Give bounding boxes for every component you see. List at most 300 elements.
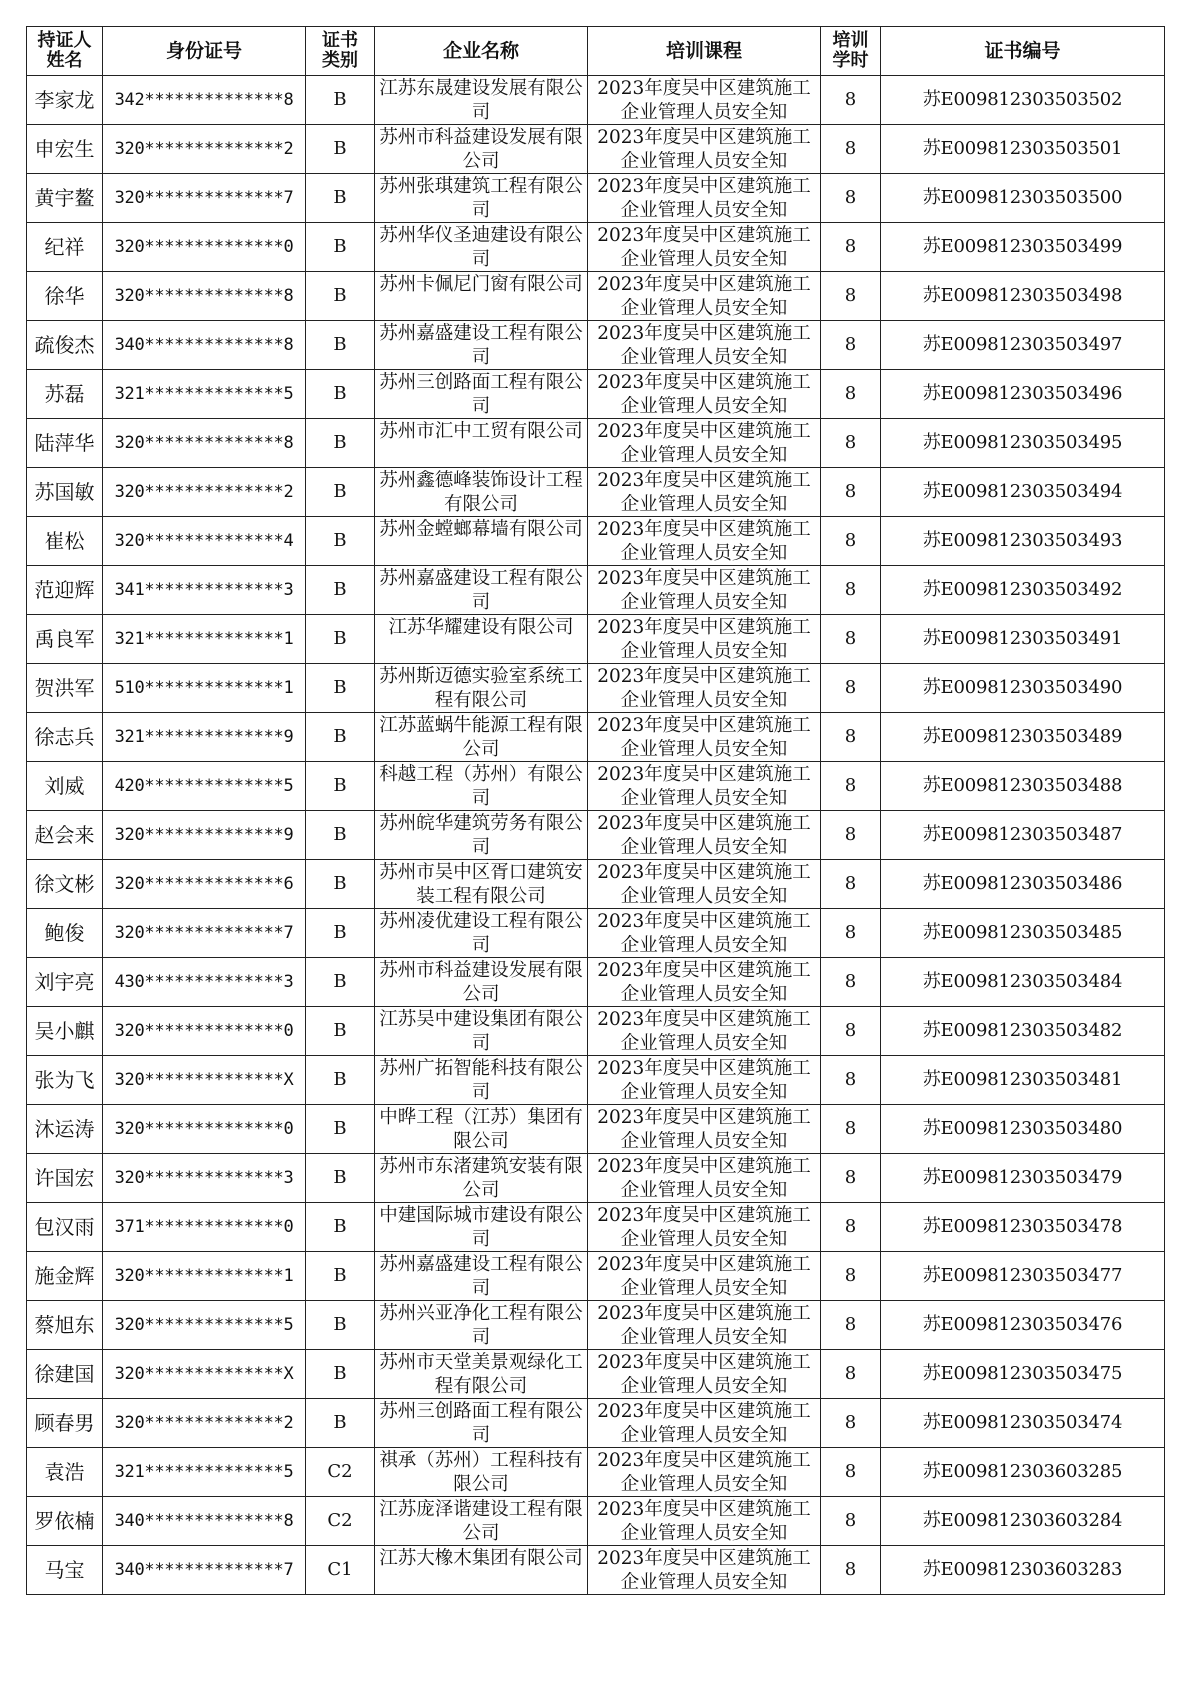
hours-cell: 8 xyxy=(821,1056,881,1105)
cert-number-cell: 苏E009812303503502 xyxy=(881,76,1165,125)
company-cell xyxy=(375,419,588,468)
holder-name-cell: 陆萍华 xyxy=(27,419,103,468)
course-cell xyxy=(588,860,821,909)
holder-name-cell: 苏磊 xyxy=(27,370,103,419)
hours-cell: 8 xyxy=(821,615,881,664)
cert-type-cell: B xyxy=(306,1105,375,1154)
id-number-cell: 510**************1 xyxy=(103,664,306,713)
header-course: 培训课程 xyxy=(588,27,821,76)
company-cell xyxy=(375,1252,588,1301)
cert-type-cell: B xyxy=(306,1154,375,1203)
cert-number-cell: 苏E009812303503496 xyxy=(881,370,1165,419)
company-cell xyxy=(375,958,588,1007)
course-cell-text: 2023年度吴中区建筑施工企业管理人员安全知 xyxy=(597,225,811,270)
holder-name-cell: 顾春男 xyxy=(27,1399,103,1448)
id-number-cell: 320**************7 xyxy=(103,909,306,958)
table-row xyxy=(27,321,1165,370)
company-cell xyxy=(375,909,588,958)
course-cell-text: 2023年度吴中区建筑施工企业管理人员安全知 xyxy=(597,372,811,417)
course-cell xyxy=(588,1350,821,1399)
course-cell-text: 2023年度吴中区建筑施工企业管理人员安全知 xyxy=(597,323,811,368)
cert-type-cell: B xyxy=(306,811,375,860)
holder-name-cell: 刘威 xyxy=(27,762,103,811)
company-cell-text: 苏州市天堂美景观绿化工程有限公司 xyxy=(379,1352,583,1397)
cert-type-cell: B xyxy=(306,125,375,174)
company-cell-text: 江苏华耀建设有限公司 xyxy=(388,617,574,638)
course-cell xyxy=(588,1448,821,1497)
course-cell-text: 2023年度吴中区建筑施工企业管理人员安全知 xyxy=(597,470,811,515)
course-cell xyxy=(588,909,821,958)
certificate-table xyxy=(26,26,1165,1595)
hours-cell: 8 xyxy=(821,223,881,272)
course-cell xyxy=(588,615,821,664)
hours-cell: 8 xyxy=(821,1301,881,1350)
table-row xyxy=(27,860,1165,909)
course-cell xyxy=(588,76,821,125)
course-cell-text: 2023年度吴中区建筑施工企业管理人员安全知 xyxy=(597,176,811,221)
cert-type-cell: B xyxy=(306,762,375,811)
course-cell xyxy=(588,174,821,223)
course-cell xyxy=(588,1399,821,1448)
header-hours: 培训 学时 xyxy=(821,27,881,76)
id-number-cell: 320**************7 xyxy=(103,174,306,223)
course-cell xyxy=(588,468,821,517)
course-cell xyxy=(588,664,821,713)
company-cell-text: 苏州市东渚建筑安装有限公司 xyxy=(379,1156,583,1201)
header-company: 企业名称 xyxy=(375,27,588,76)
id-number-cell: 371**************0 xyxy=(103,1203,306,1252)
course-cell xyxy=(588,370,821,419)
cert-type-cell: C1 xyxy=(306,1546,375,1595)
holder-name-cell: 范迎辉 xyxy=(27,566,103,615)
course-cell xyxy=(588,1105,821,1154)
company-cell-text: 苏州斯迈德实验室系统工程有限公司 xyxy=(379,666,583,711)
id-number-cell: 320**************8 xyxy=(103,419,306,468)
holder-name-cell: 徐建国 xyxy=(27,1350,103,1399)
course-cell xyxy=(588,272,821,321)
company-cell xyxy=(375,1203,588,1252)
course-cell-text: 2023年度吴中区建筑施工企业管理人员安全知 xyxy=(597,1499,811,1544)
course-cell xyxy=(588,811,821,860)
cert-type-cell: B xyxy=(306,909,375,958)
cert-type-cell: B xyxy=(306,713,375,762)
hours-cell: 8 xyxy=(821,860,881,909)
course-cell xyxy=(588,1301,821,1350)
id-number-cell: 321**************1 xyxy=(103,615,306,664)
company-cell xyxy=(375,272,588,321)
id-number-cell: 320**************0 xyxy=(103,1105,306,1154)
company-cell xyxy=(375,223,588,272)
company-cell xyxy=(375,1448,588,1497)
company-cell xyxy=(375,1399,588,1448)
company-cell-text: 科越工程（苏州）有限公司 xyxy=(379,764,583,809)
course-cell xyxy=(588,566,821,615)
company-cell-text: 苏州市吴中区胥口建筑安装工程有限公司 xyxy=(379,862,583,907)
company-cell xyxy=(375,1154,588,1203)
table-row xyxy=(27,272,1165,321)
course-cell-text: 2023年度吴中区建筑施工企业管理人员安全知 xyxy=(597,274,811,319)
cert-type-cell: B xyxy=(306,566,375,615)
cert-number-cell: 苏E009812303503499 xyxy=(881,223,1165,272)
table-row xyxy=(27,1546,1165,1595)
id-number-cell: 340**************8 xyxy=(103,321,306,370)
holder-name-cell: 崔松 xyxy=(27,517,103,566)
cert-type-cell: B xyxy=(306,517,375,566)
holder-name-cell: 张为飞 xyxy=(27,1056,103,1105)
table-row xyxy=(27,1252,1165,1301)
company-cell xyxy=(375,762,588,811)
company-cell xyxy=(375,517,588,566)
hours-cell: 8 xyxy=(821,1154,881,1203)
course-cell xyxy=(588,762,821,811)
course-cell xyxy=(588,125,821,174)
company-cell xyxy=(375,321,588,370)
course-cell-text: 2023年度吴中区建筑施工企业管理人员安全知 xyxy=(597,1450,811,1495)
holder-name-cell: 徐志兵 xyxy=(27,713,103,762)
table-row xyxy=(27,958,1165,1007)
company-cell-text: 江苏大橡木集团有限公司 xyxy=(379,1548,583,1569)
cert-type-cell: B xyxy=(306,1399,375,1448)
id-number-cell: 320**************2 xyxy=(103,125,306,174)
course-cell-text: 2023年度吴中区建筑施工企业管理人员安全知 xyxy=(597,568,811,613)
company-cell xyxy=(375,664,588,713)
course-cell-text: 2023年度吴中区建筑施工企业管理人员安全知 xyxy=(597,617,811,662)
table-row xyxy=(27,909,1165,958)
company-cell-text: 中建国际城市建设有限公司 xyxy=(379,1205,583,1250)
company-cell-text: 中晔工程（江苏）集团有限公司 xyxy=(379,1107,583,1152)
company-cell xyxy=(375,468,588,517)
course-cell-text: 2023年度吴中区建筑施工企业管理人员安全知 xyxy=(597,1107,811,1152)
course-cell-text: 2023年度吴中区建筑施工企业管理人员安全知 xyxy=(597,1303,811,1348)
holder-name-cell: 许国宏 xyxy=(27,1154,103,1203)
company-cell-text: 江苏蓝蜗牛能源工程有限公司 xyxy=(379,715,583,760)
company-cell-text: 苏州皖华建筑劳务有限公司 xyxy=(379,813,583,858)
hours-cell: 8 xyxy=(821,958,881,1007)
id-number-cell: 420**************5 xyxy=(103,762,306,811)
id-number-cell: 320**************0 xyxy=(103,223,306,272)
id-number-cell: 320**************1 xyxy=(103,1252,306,1301)
hours-cell: 8 xyxy=(821,1252,881,1301)
table-row xyxy=(27,566,1165,615)
table-row xyxy=(27,1399,1165,1448)
course-cell-text: 2023年度吴中区建筑施工企业管理人员安全知 xyxy=(597,715,811,760)
header-id-number: 身份证号 xyxy=(103,27,306,76)
company-cell xyxy=(375,1056,588,1105)
cert-type-cell: C2 xyxy=(306,1448,375,1497)
table-row xyxy=(27,811,1165,860)
hours-cell: 8 xyxy=(821,1203,881,1252)
holder-name-cell: 蔡旭东 xyxy=(27,1301,103,1350)
company-cell xyxy=(375,370,588,419)
holder-name-cell: 疏俊杰 xyxy=(27,321,103,370)
company-cell xyxy=(375,1546,588,1595)
course-cell-text: 2023年度吴中区建筑施工企业管理人员安全知 xyxy=(597,1548,811,1593)
cert-number-cell: 苏E009812303503485 xyxy=(881,909,1165,958)
cert-number-cell: 苏E009812303603283 xyxy=(881,1546,1165,1595)
course-cell-text: 2023年度吴中区建筑施工企业管理人员安全知 xyxy=(597,1401,811,1446)
holder-name-cell: 马宝 xyxy=(27,1546,103,1595)
cert-type-cell: B xyxy=(306,321,375,370)
table-row xyxy=(27,1203,1165,1252)
course-cell xyxy=(588,223,821,272)
hours-cell: 8 xyxy=(821,76,881,125)
header-row xyxy=(27,27,1165,76)
company-cell-text: 苏州三创路面工程有限公司 xyxy=(379,1401,583,1446)
course-cell xyxy=(588,1546,821,1595)
cert-number-cell: 苏E009812303503493 xyxy=(881,517,1165,566)
holder-name-cell: 徐华 xyxy=(27,272,103,321)
cert-number-cell: 苏E009812303503495 xyxy=(881,419,1165,468)
company-cell xyxy=(375,860,588,909)
hours-cell: 8 xyxy=(821,1105,881,1154)
table-row xyxy=(27,370,1165,419)
holder-name-cell: 吴小麒 xyxy=(27,1007,103,1056)
company-cell-text: 苏州嘉盛建设工程有限公司 xyxy=(379,1254,583,1299)
course-cell xyxy=(588,1497,821,1546)
company-cell xyxy=(375,174,588,223)
hours-cell: 8 xyxy=(821,419,881,468)
holder-name-cell: 黄宇鳌 xyxy=(27,174,103,223)
holder-name-cell: 罗依楠 xyxy=(27,1497,103,1546)
cert-type-cell: B xyxy=(306,615,375,664)
table-row xyxy=(27,1497,1165,1546)
id-number-cell: 321**************9 xyxy=(103,713,306,762)
id-number-cell: 321**************5 xyxy=(103,370,306,419)
hours-cell: 8 xyxy=(821,1546,881,1595)
cert-number-cell: 苏E009812303503482 xyxy=(881,1007,1165,1056)
hours-cell: 8 xyxy=(821,762,881,811)
table-row xyxy=(27,517,1165,566)
course-cell-text: 2023年度吴中区建筑施工企业管理人员安全知 xyxy=(597,813,811,858)
id-number-cell: 320**************2 xyxy=(103,468,306,517)
hours-cell: 8 xyxy=(821,1497,881,1546)
cert-type-cell: B xyxy=(306,1007,375,1056)
holder-name-cell: 包汉雨 xyxy=(27,1203,103,1252)
cert-type-cell: B xyxy=(306,958,375,1007)
hours-cell: 8 xyxy=(821,713,881,762)
id-number-cell: 320**************0 xyxy=(103,1007,306,1056)
course-cell-text: 2023年度吴中区建筑施工企业管理人员安全知 xyxy=(597,1352,811,1397)
holder-name-cell: 施金辉 xyxy=(27,1252,103,1301)
table-row xyxy=(27,1350,1165,1399)
header-holder-name: 持证人 姓名 xyxy=(27,27,103,76)
company-cell-text: 祺承（苏州）工程科技有限公司 xyxy=(379,1450,583,1495)
id-number-cell: 320**************8 xyxy=(103,272,306,321)
hours-cell: 8 xyxy=(821,272,881,321)
cert-type-cell: C2 xyxy=(306,1497,375,1546)
table-row xyxy=(27,1056,1165,1105)
company-cell xyxy=(375,1350,588,1399)
cert-type-cell: B xyxy=(306,419,375,468)
course-cell xyxy=(588,1056,821,1105)
id-number-cell: 320**************2 xyxy=(103,1399,306,1448)
holder-name-cell: 鲍俊 xyxy=(27,909,103,958)
cert-type-cell: B xyxy=(306,664,375,713)
cert-type-cell: B xyxy=(306,1203,375,1252)
company-cell xyxy=(375,615,588,664)
holder-name-cell: 赵会来 xyxy=(27,811,103,860)
cert-number-cell: 苏E009812303503491 xyxy=(881,615,1165,664)
company-cell-text: 苏州凌优建设工程有限公司 xyxy=(379,911,583,956)
cert-type-cell: B xyxy=(306,370,375,419)
company-cell-text: 苏州鑫德峰装饰设计工程有限公司 xyxy=(379,470,583,515)
hours-cell: 8 xyxy=(821,1007,881,1056)
holder-name-cell: 申宏生 xyxy=(27,125,103,174)
hours-cell: 8 xyxy=(821,174,881,223)
cert-number-cell: 苏E009812303503475 xyxy=(881,1350,1165,1399)
cert-type-cell: B xyxy=(306,174,375,223)
cert-number-cell: 苏E009812303503494 xyxy=(881,468,1165,517)
id-number-cell: 430**************3 xyxy=(103,958,306,1007)
holder-name-cell: 徐文彬 xyxy=(27,860,103,909)
company-cell-text: 苏州嘉盛建设工程有限公司 xyxy=(379,323,583,368)
cert-number-cell: 苏E009812303503498 xyxy=(881,272,1165,321)
id-number-cell: 341**************3 xyxy=(103,566,306,615)
cert-number-cell: 苏E009812303603284 xyxy=(881,1497,1165,1546)
course-cell-text: 2023年度吴中区建筑施工企业管理人员安全知 xyxy=(597,666,811,711)
table-row xyxy=(27,762,1165,811)
cert-type-cell: B xyxy=(306,223,375,272)
cert-type-cell: B xyxy=(306,272,375,321)
company-cell xyxy=(375,811,588,860)
company-cell xyxy=(375,76,588,125)
id-number-cell: 320**************4 xyxy=(103,517,306,566)
table-row xyxy=(27,1448,1165,1497)
course-cell-text: 2023年度吴中区建筑施工企业管理人员安全知 xyxy=(597,1058,811,1103)
company-cell-text: 苏州广拓智能科技有限公司 xyxy=(379,1058,583,1103)
cert-number-cell: 苏E009812303503487 xyxy=(881,811,1165,860)
company-cell-text: 苏州市汇中工贸有限公司 xyxy=(379,421,583,442)
cert-number-cell: 苏E009812303503489 xyxy=(881,713,1165,762)
cert-number-cell: 苏E009812303503478 xyxy=(881,1203,1165,1252)
course-cell xyxy=(588,517,821,566)
course-cell-text: 2023年度吴中区建筑施工企业管理人员安全知 xyxy=(597,421,811,466)
cert-number-cell: 苏E009812303503477 xyxy=(881,1252,1165,1301)
cert-number-cell: 苏E009812303503484 xyxy=(881,958,1165,1007)
company-cell-text: 苏州卡佩尼门窗有限公司 xyxy=(379,274,583,295)
course-cell-text: 2023年度吴中区建筑施工企业管理人员安全知 xyxy=(597,960,811,1005)
hours-cell: 8 xyxy=(821,1399,881,1448)
table-row xyxy=(27,1301,1165,1350)
course-cell-text: 2023年度吴中区建筑施工企业管理人员安全知 xyxy=(597,1254,811,1299)
hours-cell: 8 xyxy=(821,566,881,615)
course-cell-text: 2023年度吴中区建筑施工企业管理人员安全知 xyxy=(597,862,811,907)
course-cell-text: 2023年度吴中区建筑施工企业管理人员安全知 xyxy=(597,78,811,123)
holder-name-cell: 李家龙 xyxy=(27,76,103,125)
hours-cell: 8 xyxy=(821,909,881,958)
company-cell-text: 苏州市科益建设发展有限公司 xyxy=(379,127,583,172)
company-cell-text: 苏州张琪建筑工程有限公司 xyxy=(379,176,583,221)
table-row xyxy=(27,615,1165,664)
company-cell xyxy=(375,1301,588,1350)
cert-type-cell: B xyxy=(306,76,375,125)
course-cell xyxy=(588,1203,821,1252)
table-row xyxy=(27,76,1165,125)
company-cell-text: 江苏吴中建设集团有限公司 xyxy=(379,1009,583,1054)
company-cell-text: 苏州华仪圣迪建设有限公司 xyxy=(379,225,583,270)
cert-number-cell: 苏E009812303503492 xyxy=(881,566,1165,615)
cert-number-cell: 苏E009812303503500 xyxy=(881,174,1165,223)
id-number-cell: 320**************6 xyxy=(103,860,306,909)
id-number-cell: 340**************7 xyxy=(103,1546,306,1595)
id-number-cell: 320**************X xyxy=(103,1056,306,1105)
course-cell xyxy=(588,419,821,468)
id-number-cell: 342**************8 xyxy=(103,76,306,125)
holder-name-cell: 刘宇亮 xyxy=(27,958,103,1007)
cert-type-cell: B xyxy=(306,468,375,517)
hours-cell: 8 xyxy=(821,321,881,370)
course-cell xyxy=(588,958,821,1007)
holder-name-cell: 苏国敏 xyxy=(27,468,103,517)
course-cell-text: 2023年度吴中区建筑施工企业管理人员安全知 xyxy=(597,764,811,809)
cert-number-cell: 苏E009812303503501 xyxy=(881,125,1165,174)
cert-number-cell: 苏E009812303503490 xyxy=(881,664,1165,713)
course-cell-text: 2023年度吴中区建筑施工企业管理人员安全知 xyxy=(597,1009,811,1054)
cert-number-cell: 苏E009812303503480 xyxy=(881,1105,1165,1154)
company-cell xyxy=(375,125,588,174)
header-cert-number: 证书编号 xyxy=(881,27,1165,76)
course-cell xyxy=(588,713,821,762)
company-cell-text: 江苏庞泽谐建设工程有限公司 xyxy=(379,1499,583,1544)
table-row xyxy=(27,1007,1165,1056)
table-row xyxy=(27,664,1165,713)
cert-type-cell: B xyxy=(306,1056,375,1105)
cert-number-cell: 苏E009812303503474 xyxy=(881,1399,1165,1448)
cert-number-cell: 苏E009812303503486 xyxy=(881,860,1165,909)
id-number-cell: 320**************5 xyxy=(103,1301,306,1350)
company-cell-text: 苏州三创路面工程有限公司 xyxy=(379,372,583,417)
header-cert-type: 证书 类别 xyxy=(306,27,375,76)
holder-name-cell: 贺洪军 xyxy=(27,664,103,713)
company-cell xyxy=(375,566,588,615)
table-row xyxy=(27,1105,1165,1154)
cert-type-cell: B xyxy=(306,1252,375,1301)
company-cell-text: 苏州金螳螂幕墙有限公司 xyxy=(379,519,583,540)
company-cell-text: 苏州兴亚净化工程有限公司 xyxy=(379,1303,583,1348)
hours-cell: 8 xyxy=(821,517,881,566)
course-cell-text: 2023年度吴中区建筑施工企业管理人员安全知 xyxy=(597,1156,811,1201)
holder-name-cell: 袁浩 xyxy=(27,1448,103,1497)
cert-number-cell: 苏E009812303503488 xyxy=(881,762,1165,811)
cert-number-cell: 苏E009812303503479 xyxy=(881,1154,1165,1203)
holder-name-cell: 沐运涛 xyxy=(27,1105,103,1154)
course-cell xyxy=(588,1252,821,1301)
table-row xyxy=(27,468,1165,517)
cert-number-cell: 苏E009812303503497 xyxy=(881,321,1165,370)
company-cell-text: 江苏东晟建设发展有限公司 xyxy=(379,78,583,123)
id-number-cell: 321**************5 xyxy=(103,1448,306,1497)
hours-cell: 8 xyxy=(821,125,881,174)
holder-name-cell: 纪祥 xyxy=(27,223,103,272)
company-cell-text: 苏州市科益建设发展有限公司 xyxy=(379,960,583,1005)
course-cell-text: 2023年度吴中区建筑施工企业管理人员安全知 xyxy=(597,127,811,172)
table-row xyxy=(27,419,1165,468)
hours-cell: 8 xyxy=(821,811,881,860)
company-cell xyxy=(375,1007,588,1056)
table-row xyxy=(27,174,1165,223)
table-row xyxy=(27,223,1165,272)
id-number-cell: 320**************3 xyxy=(103,1154,306,1203)
company-cell xyxy=(375,713,588,762)
company-cell xyxy=(375,1105,588,1154)
cert-number-cell: 苏E009812303603285 xyxy=(881,1448,1165,1497)
hours-cell: 8 xyxy=(821,1448,881,1497)
hours-cell: 8 xyxy=(821,468,881,517)
hours-cell: 8 xyxy=(821,370,881,419)
id-number-cell: 340**************8 xyxy=(103,1497,306,1546)
table-row xyxy=(27,713,1165,762)
course-cell-text: 2023年度吴中区建筑施工企业管理人员安全知 xyxy=(597,519,811,564)
